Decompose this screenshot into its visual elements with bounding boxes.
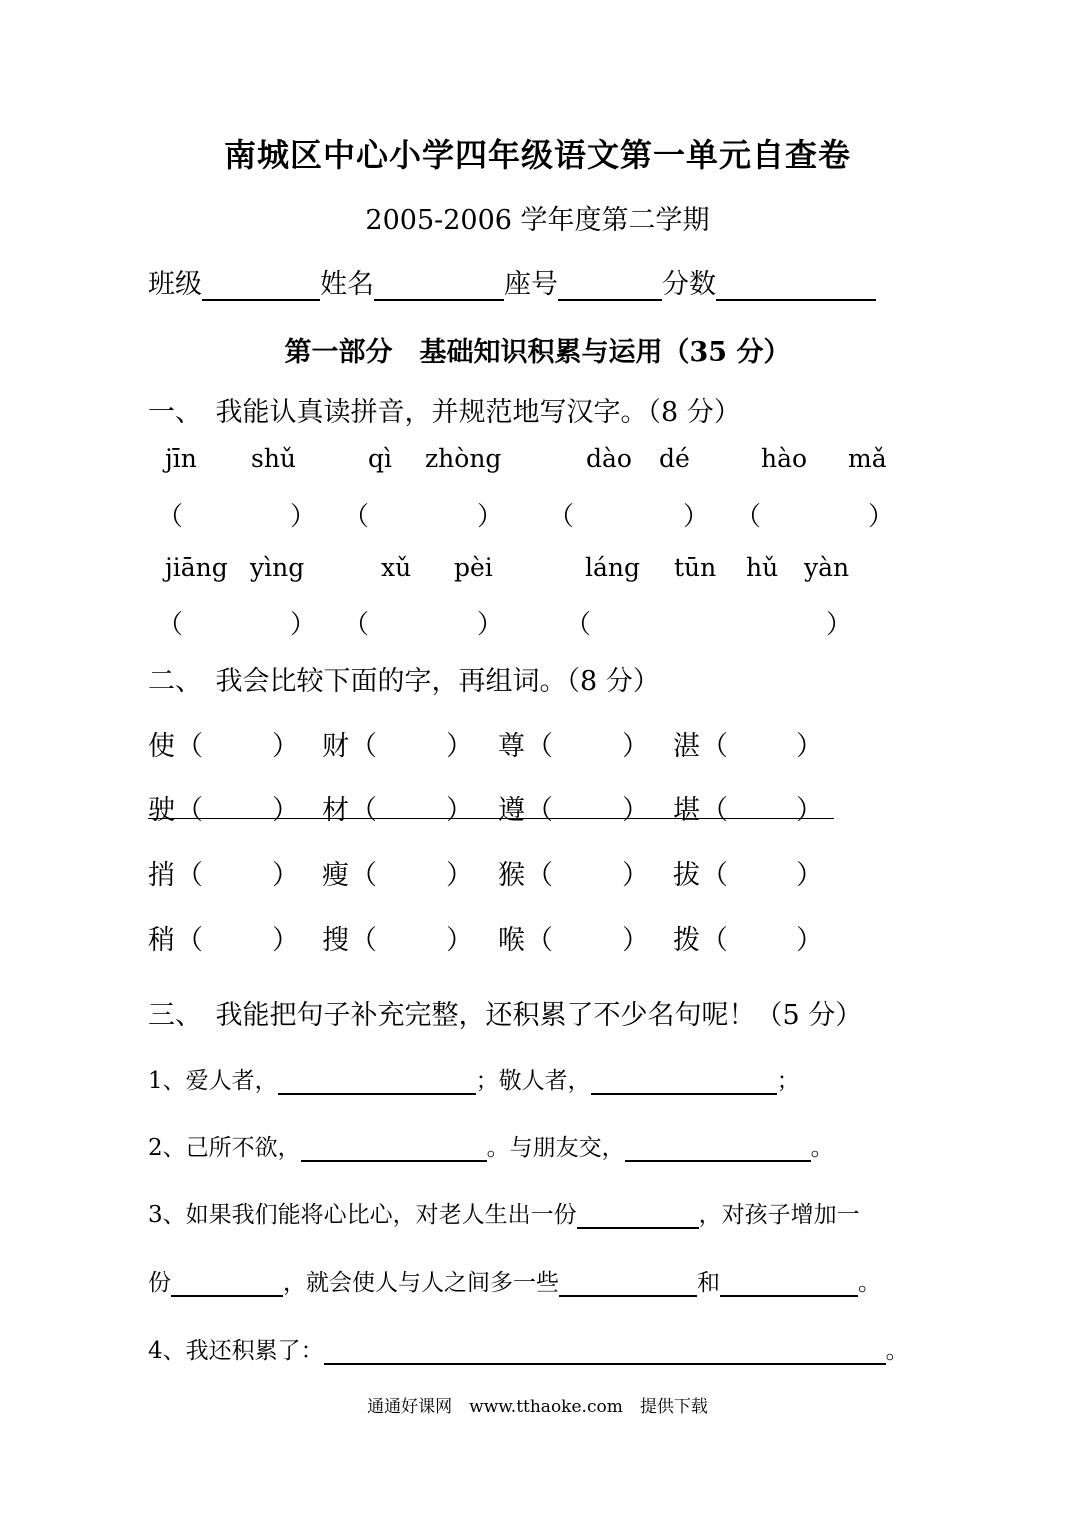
pinyin: láng <box>585 553 641 582</box>
question-3-heading: 三、 我能把句子补充完整，还积累了不少名句呢！（5 分） <box>148 1000 863 1031</box>
open-paren: （ <box>176 925 203 956</box>
close-paren: ） <box>272 731 299 762</box>
fill-blank[interactable] <box>559 1269 697 1297</box>
close-paren: ） <box>446 925 473 956</box>
close-paren: ） <box>290 610 317 640</box>
open-paren: （ <box>343 502 370 532</box>
fill-blank[interactable] <box>577 1201 699 1229</box>
open-paren: （ <box>526 731 553 762</box>
open-paren: （ <box>157 610 184 640</box>
pinyin: zhòng <box>425 444 502 473</box>
name-label: 姓名 <box>320 269 374 300</box>
sentence-text: 4、我还积累了： <box>148 1338 324 1364</box>
student-info-row <box>148 262 876 301</box>
word-char: 搜 <box>322 925 349 956</box>
word-char: 堪 <box>673 795 700 826</box>
question-2-heading: 二、 我会比较下面的字，再组词。（8 分） <box>148 666 660 697</box>
word-char: 遵 <box>498 795 525 826</box>
sentence-3 <box>148 1196 860 1229</box>
pinyin: mǎ <box>848 444 887 473</box>
open-paren: （ <box>176 731 203 762</box>
word-char: 湛 <box>673 731 700 762</box>
page-subtitle: 2005-2006 学年度第二学期 <box>365 205 710 236</box>
open-paren: （ <box>565 610 592 640</box>
sentence-text: 2、己所不欲， <box>148 1135 301 1161</box>
word-char: 财 <box>322 731 349 762</box>
pinyin: dé <box>659 444 690 473</box>
pinyin: qì <box>368 444 392 473</box>
sentence-text: ，就会使人与人之间多一些 <box>283 1270 559 1296</box>
open-paren: （ <box>526 860 553 891</box>
word-char: 拔 <box>673 860 700 891</box>
word-char: 瘦 <box>322 860 349 891</box>
close-paren: ） <box>868 502 895 532</box>
score-label: 分数 <box>662 269 716 300</box>
open-paren: （ <box>701 925 728 956</box>
sentence-text: 份 <box>148 1270 171 1296</box>
open-paren: （ <box>157 502 184 532</box>
sentence-text: ；敬人者， <box>475 1068 591 1094</box>
close-paren: ） <box>683 502 710 532</box>
close-paren: ） <box>796 860 823 891</box>
sentence-text: 1、爱人者， <box>148 1068 278 1094</box>
pinyin: shǔ <box>251 444 297 473</box>
sentence-2 <box>148 1129 834 1162</box>
sentence-4 <box>148 1332 909 1365</box>
class-label: 班级 <box>148 269 202 300</box>
part-one-heading: 第一部分 基础知识积累与运用（35 分） <box>284 337 791 368</box>
score-field[interactable] <box>716 269 876 301</box>
close-paren: ） <box>272 925 299 956</box>
class-field[interactable] <box>202 269 320 301</box>
open-paren: （ <box>701 795 728 826</box>
open-paren: （ <box>343 610 370 640</box>
word-char: 材 <box>322 795 349 826</box>
close-paren: ） <box>446 795 473 826</box>
pinyin: jiāng <box>165 553 228 582</box>
pinyin: dào <box>586 444 632 473</box>
sentence-text: 和 <box>697 1270 720 1296</box>
open-paren: （ <box>548 502 575 532</box>
fill-blank[interactable] <box>171 1269 283 1297</box>
pinyin: yàn <box>804 553 850 582</box>
sentence-text: 。 <box>885 1338 909 1364</box>
fill-blank[interactable] <box>301 1134 487 1162</box>
close-paren: ） <box>826 610 853 640</box>
open-paren: （ <box>526 795 553 826</box>
word-char: 稍 <box>148 925 175 956</box>
question-1-heading: 一、 我能认真读拼音，并规范地写汉字。（8 分） <box>148 397 741 428</box>
close-paren: ） <box>622 731 649 762</box>
fill-blank[interactable] <box>720 1269 858 1297</box>
open-paren: （ <box>350 860 377 891</box>
pinyin: hào <box>761 444 808 473</box>
sentence-text: 3、如果我们能将心比心，对老人生出一份 <box>148 1202 577 1228</box>
page-title: 南城区中心小学四年级语文第一单元自查卷 <box>223 136 851 174</box>
word-char: 捎 <box>148 860 175 891</box>
close-paren: ） <box>622 860 649 891</box>
pinyin: yìng <box>250 553 305 582</box>
word-char: 尊 <box>498 731 525 762</box>
open-paren: （ <box>526 925 553 956</box>
pinyin: hǔ <box>746 553 779 582</box>
seat-label: 座号 <box>504 269 558 300</box>
word-char: 驶 <box>148 795 175 826</box>
sentence-text: 。 <box>858 1270 881 1296</box>
open-paren: （ <box>701 731 728 762</box>
open-paren: （ <box>735 502 762 532</box>
fill-blank[interactable] <box>625 1134 811 1162</box>
seat-field[interactable] <box>558 269 662 301</box>
pinyin: pèi <box>454 553 493 582</box>
fill-blank[interactable] <box>324 1337 886 1365</box>
close-paren: ） <box>272 795 299 826</box>
sentence-text: 。 <box>810 1135 834 1161</box>
close-paren: ） <box>796 731 823 762</box>
name-field[interactable] <box>374 269 504 301</box>
row-underline <box>148 818 834 819</box>
close-paren: ） <box>446 731 473 762</box>
open-paren: （ <box>350 795 377 826</box>
page-footer: 通通好课网 www.tthaoke.com 提供下载 <box>367 1397 708 1417</box>
sentence-3-continued <box>148 1264 881 1297</box>
close-paren: ） <box>796 795 823 826</box>
open-paren: （ <box>350 731 377 762</box>
sentence-1 <box>148 1062 800 1095</box>
sentence-text: 。与朋友交， <box>486 1135 625 1161</box>
close-paren: ） <box>796 925 823 956</box>
pinyin: tūn <box>674 553 717 582</box>
close-paren: ） <box>272 860 299 891</box>
open-paren: （ <box>176 860 203 891</box>
close-paren: ） <box>477 502 504 532</box>
close-paren: ） <box>446 860 473 891</box>
sentence-text: ； <box>776 1068 800 1094</box>
word-char: 喉 <box>498 925 525 956</box>
word-char: 使 <box>148 731 175 762</box>
pinyin: jīn <box>165 444 197 473</box>
close-paren: ） <box>622 795 649 826</box>
sentence-text: ，对孩子增加一 <box>698 1202 860 1228</box>
open-paren: （ <box>701 860 728 891</box>
open-paren: （ <box>350 925 377 956</box>
pinyin: xǔ <box>381 553 412 582</box>
close-paren: ） <box>622 925 649 956</box>
close-paren: ） <box>477 610 504 640</box>
close-paren: ） <box>290 502 317 532</box>
word-char: 猴 <box>498 860 525 891</box>
fill-blank[interactable] <box>591 1067 777 1095</box>
open-paren: （ <box>176 795 203 826</box>
fill-blank[interactable] <box>278 1067 476 1095</box>
word-char: 拨 <box>673 925 700 956</box>
